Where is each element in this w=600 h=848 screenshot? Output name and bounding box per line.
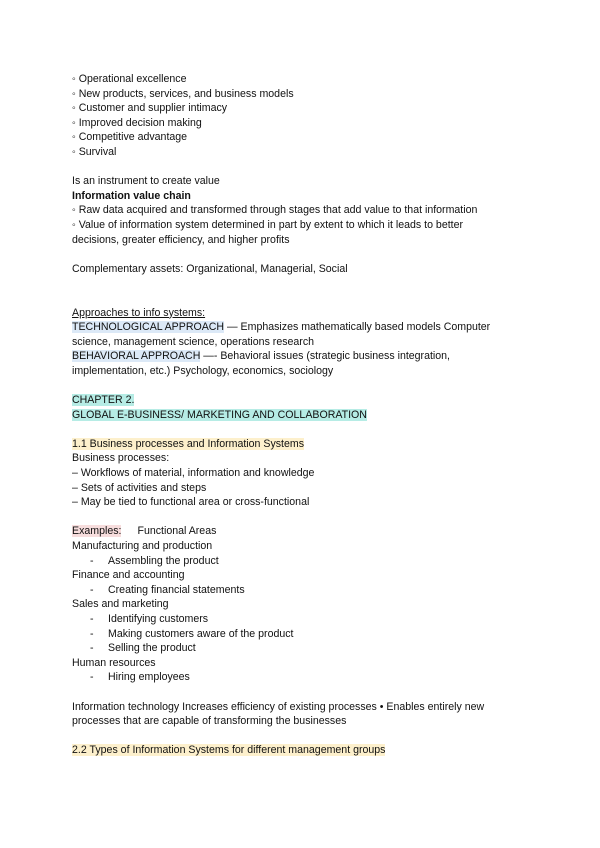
business-processes-line: – May be tied to functional area or cross-functional <box>72 496 310 509</box>
technological-approach-text-continued: science, management science, operations research <box>72 335 315 348</box>
business-processes-line: – Workflows of material, information and knowledge <box>72 467 315 480</box>
value-chain-heading: Information value chain <box>72 189 191 202</box>
value-intro: Is an instrument to create value <box>72 175 220 188</box>
complementary-assets: Complementary assets: Organizational, Managerial, Social <box>72 262 348 275</box>
value-point: ◦ Raw data acquired and transformed through stages that add value to that information <box>72 204 478 217</box>
list-item: ◦ Survival <box>72 145 117 158</box>
business-processes-line: Business processes: <box>72 452 170 465</box>
section-heading: 2.2 Types of Information Systems for different management groups <box>72 744 386 757</box>
approaches-heading: Approaches to info systems: <box>72 306 206 319</box>
behavioral-approach-label: BEHAVIORAL APPROACH <box>72 350 201 363</box>
functional-area-item: - Creating financial statements <box>90 583 245 596</box>
functional-area: Manufacturing and production <box>72 540 213 552</box>
technological-approach-text: — Emphasizes mathematically based models Computer <box>224 321 491 334</box>
examples-label: Examples: <box>72 525 122 538</box>
it-paragraph-line: Information technology Increases efficiency of existing processes • Enables entirely new <box>72 700 485 713</box>
functional-area-item: - Selling the product <box>90 642 196 655</box>
it-paragraph-line: processes that are capable of transforming the businesses <box>72 715 347 728</box>
list-item: ◦ Competitive advantage <box>72 131 188 144</box>
objectives-list <box>72 72 532 160</box>
technological-approach-label: TECHNOLOGICAL APPROACH <box>72 321 225 334</box>
functional-area: Sales and marketing <box>72 598 169 611</box>
behavioral-approach-text: —- Behavioral issues (strategic business integration, <box>200 350 451 363</box>
functional-area-item: - Hiring employees <box>90 671 190 684</box>
list-item: ◦ Operational excellence <box>72 73 187 85</box>
functional-area: Human resources <box>72 656 156 669</box>
functional-area: Finance and accounting <box>72 569 185 582</box>
functional-areas-title: Functional Areas <box>137 525 217 538</box>
behavioral-approach-text-continued: implementation, etc.) Psychology, economics, sociology <box>72 364 334 377</box>
functional-area-item: - Assembling the product <box>90 554 219 567</box>
list-item: ◦ Improved decision making <box>72 116 202 129</box>
functional-area-item: - Identifying customers <box>90 612 209 625</box>
chapter-title: GLOBAL E-BUSINESS/ MARKETING AND COLLABORATION <box>72 408 367 421</box>
list-item: ◦ Customer and supplier intimacy <box>72 102 228 115</box>
list-item: ◦ New products, services, and business models <box>72 87 294 100</box>
value-point-continued: decisions, greater efficiency, and higher profits <box>72 233 290 246</box>
section-heading: 1.1 Business processes and Information Systems <box>72 437 304 450</box>
business-processes-line: – Sets of activities and steps <box>72 481 207 494</box>
chapter-number: CHAPTER 2. <box>72 394 135 407</box>
functional-area-item: - Making customers aware of the product <box>90 627 294 640</box>
value-point: ◦ Value of information system determined in part by extent to which it leads to better <box>72 218 464 231</box>
document-page <box>72 72 532 758</box>
